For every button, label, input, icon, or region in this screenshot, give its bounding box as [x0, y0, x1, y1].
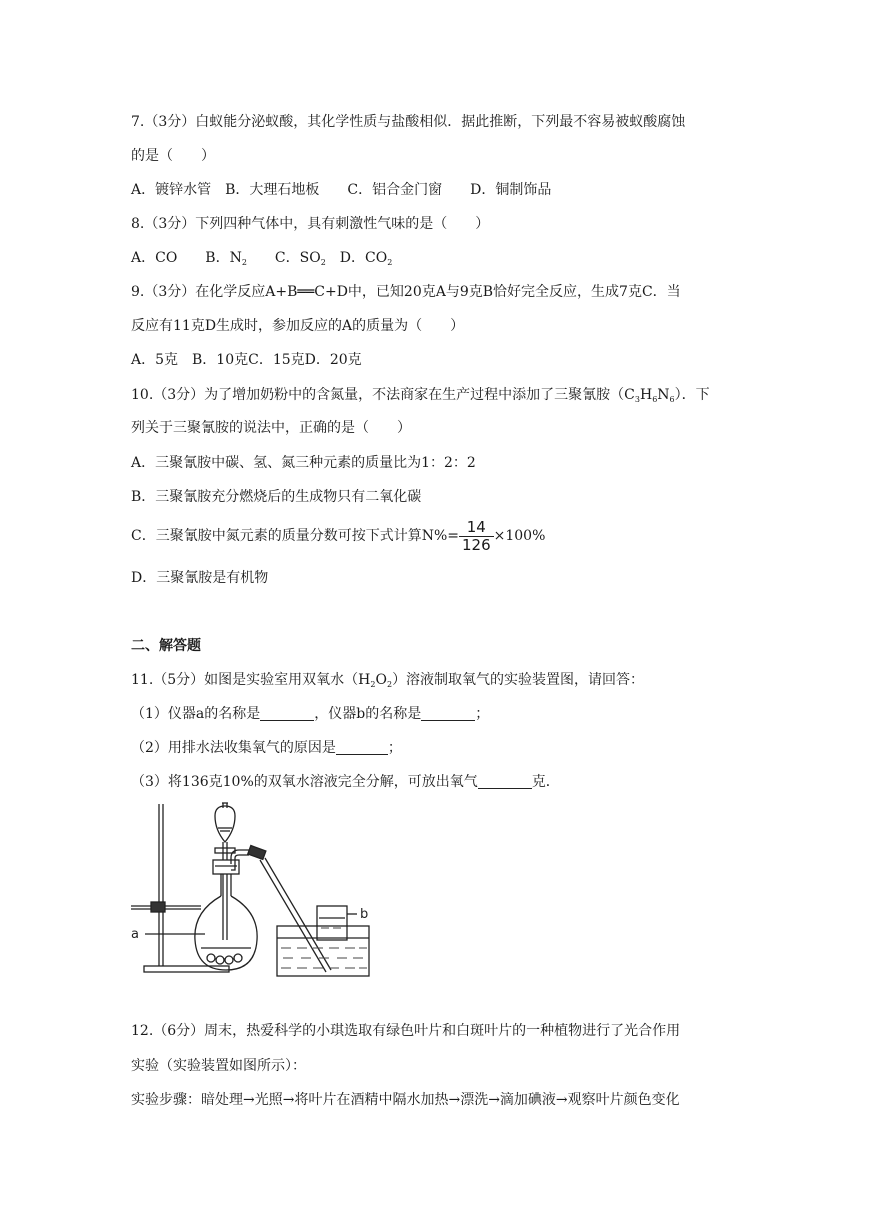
q8-options: A．CO B．$N_2$ C．$SO_2$ D．$CO_2$ [131, 250, 393, 267]
fraction: $\frac{14}{126}$ [459, 519, 494, 554]
q8-stem: 8.（3分）下列四种气体中，具有刺激性气味的是（ ） [131, 216, 490, 232]
label-b: b [360, 907, 369, 922]
gas-collection-bottle [317, 906, 347, 940]
q9-line-1: 9.（3分）在化学反应A+B══C+D中，已知20克A与9克B恰好完全反应，生成7克C．当 [131, 284, 681, 300]
q7-line-2: 的是（ ） [131, 148, 215, 164]
q12-line-3: 实验步骤：暗处理→光照→将叶片在酒精中隔水加热→漂洗→滴加碘液→观察叶片颜色变化 [131, 1092, 680, 1108]
q7-line-1: 7.（3分）白蚁能分泌蚁酸，其化学性质与盐酸相似．据此推断，下列最不容易被蚁酸腐蚀 [131, 114, 686, 130]
q7-options: A．镀锌水管 B．大理石地板 C．铝合金门窗 D．铜制饰品 [131, 182, 552, 198]
q10-line-1: 10.（3分）为了增加奶粉中的含氮量，不法商家在生产过程中添加了三聚氰胺$(C_3H_6N_6)$．下 [131, 387, 710, 404]
round-bottom-flask [195, 896, 257, 970]
q12-line-2: 实验（实验装置如图所示）： [131, 1058, 306, 1074]
delivery-tube [231, 850, 249, 864]
answer-blank[interactable] [336, 739, 388, 755]
answer-blank[interactable] [478, 773, 532, 789]
answer-blank[interactable] [421, 705, 475, 721]
q9-options: A．5克 B．10克C．15克D．20克 [131, 352, 362, 368]
answer-blank[interactable] [260, 705, 314, 721]
q10-option-b: B．三聚氰胺充分燃烧后的生成物只有二氧化碳 [131, 489, 422, 505]
q11-part-1: （1）仪器a的名称是 ，仪器b的名称是 ； [131, 706, 490, 722]
oxygen-apparatus-figure [131, 800, 371, 980]
q10-option-c: C．三聚氰胺中氮元素的质量分数可按下式计算N%= $\frac{14}{126}$ ×100% [131, 517, 546, 554]
rubber-tube [248, 846, 266, 860]
q11-part-3: （3）将136克10%的双氧水溶液完全分解，可放出氧气 克． [131, 774, 560, 790]
q12-line-1: 12.（6分）周末，热爱科学的小琪选取有绿色叶片和白斑叶片的一种植物进行了光合作用 [131, 1023, 681, 1039]
q11-part-2: （2）用排水法收集氧气的原因是 ； [131, 740, 402, 756]
q10-option-a: A．三聚氰胺中碳、氢、氮三种元素的质量比为1：2：2 [131, 455, 476, 471]
q9-line-2: 反应有11克D生成时，参加反应的A的质量为（ ） [131, 318, 465, 334]
q10-line-2: 列关于三聚氰胺的说法中，正确的是（ ） [131, 420, 411, 436]
section-title: 二、解答题 [131, 638, 201, 654]
separatory-funnel [215, 806, 235, 842]
q11-stem: 11.（5分）如图是实验室用双氧水$(H_2O_2)$溶液制取氧气的实验装置图，请回答： [131, 672, 645, 689]
label-a: a [131, 927, 139, 942]
q10-option-d: D．三聚氰胺是有机物 [131, 570, 269, 586]
